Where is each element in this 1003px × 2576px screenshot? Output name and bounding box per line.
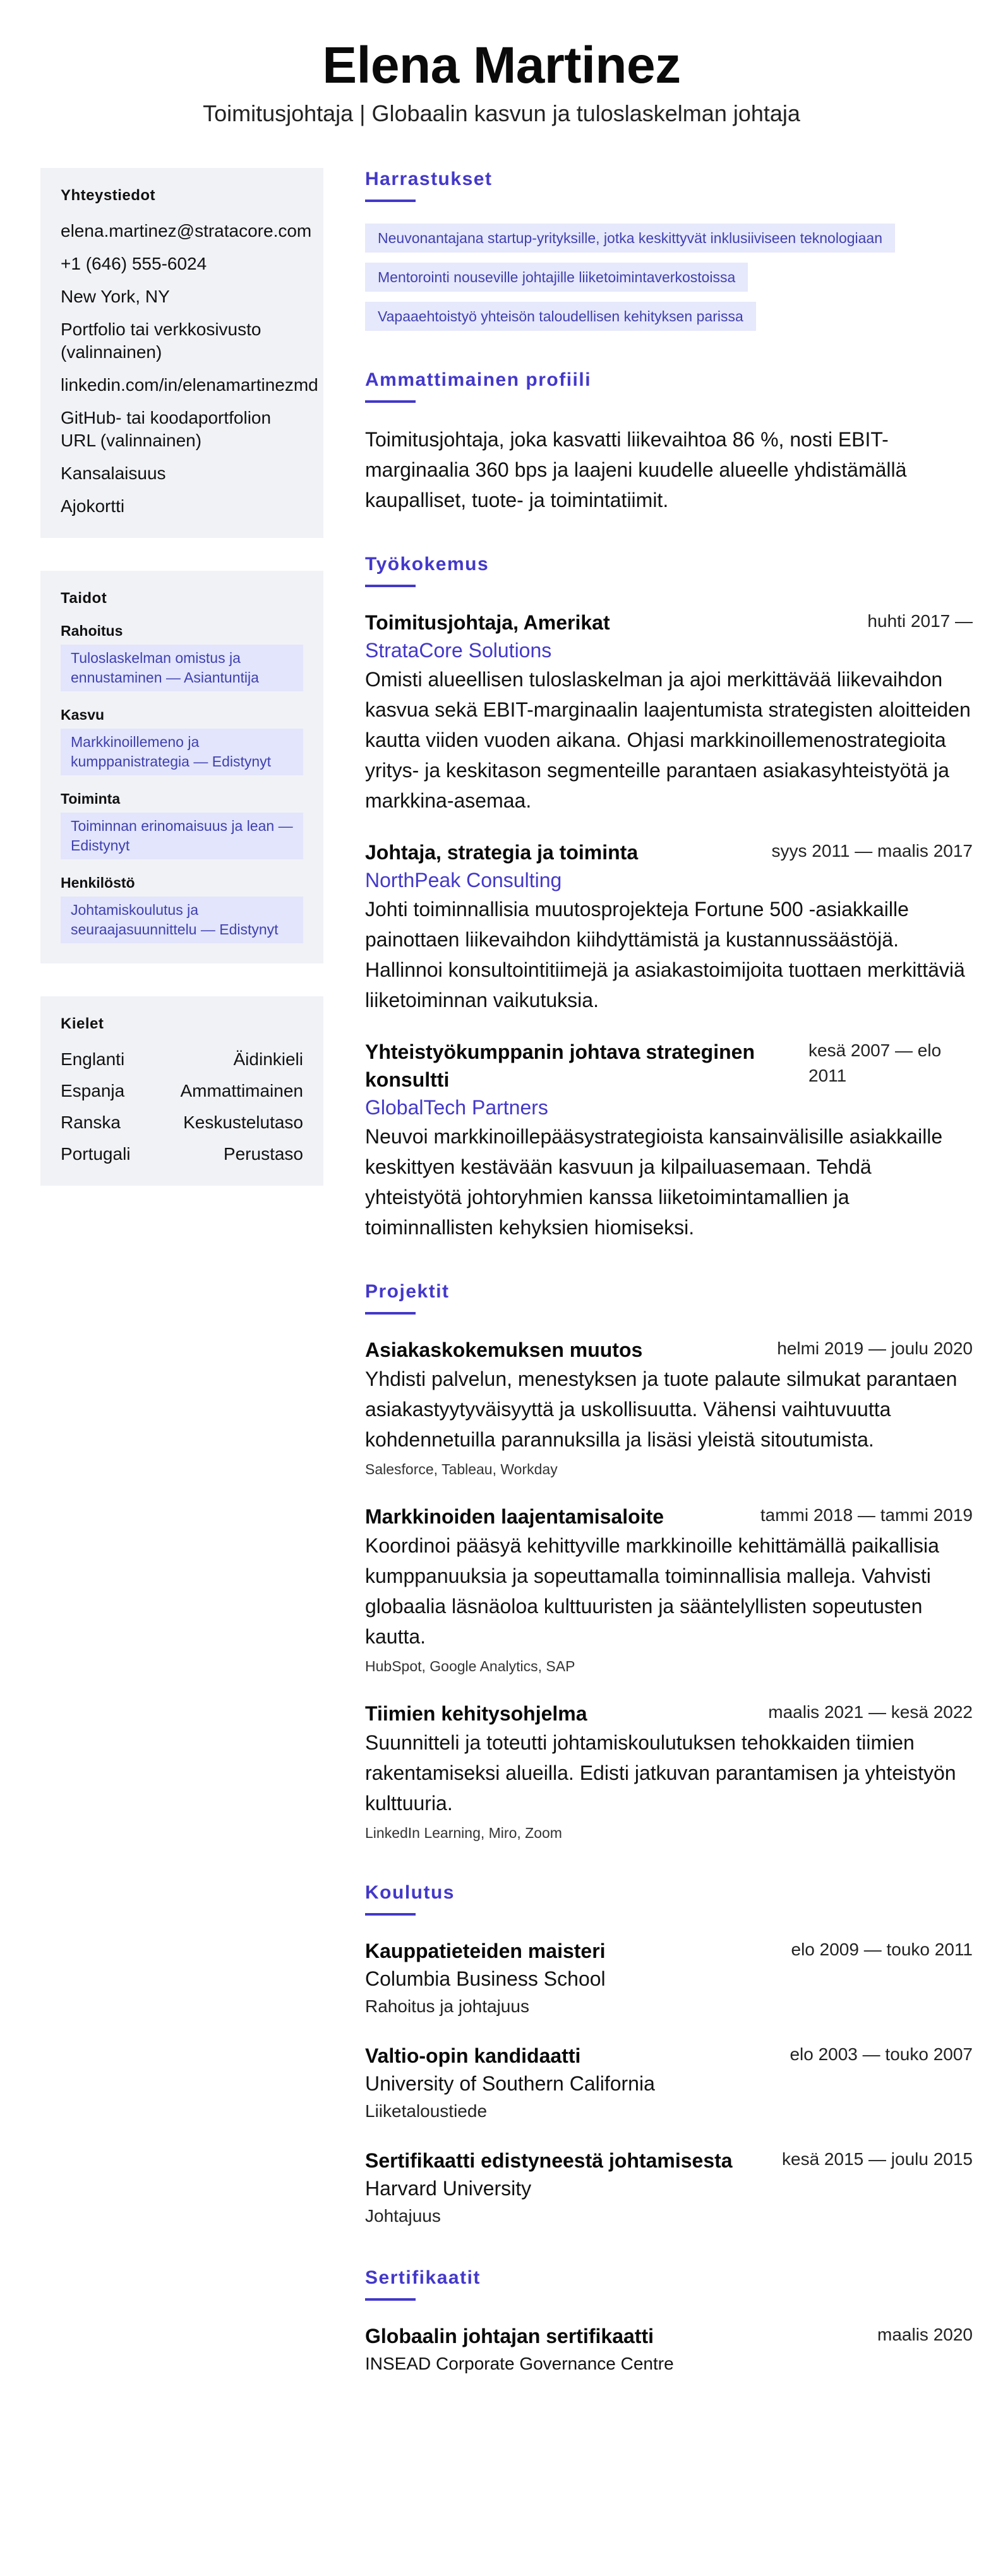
project-entry xyxy=(365,1503,973,1677)
contact-card xyxy=(40,168,323,538)
skill-group xyxy=(61,790,303,859)
skill-label: Kasvu xyxy=(61,707,105,723)
hobbies-section xyxy=(365,168,973,331)
section-divider xyxy=(365,1312,416,1315)
project-description: Koordinoi pääsyä kehittyville markkinoille kehittämällä paikallisia kumppanuuksia ja sopeuttamalla toiminnallisia malleja. Vahvisti globaalia läsnäoloa kulttuuristen ja sääntelyllisten sopeutusten kautta. xyxy=(365,1534,939,1648)
language-level: Äidinkieli xyxy=(233,1049,303,1069)
hobby-tag: Vapaaehtoistyö yhteisön taloudellisen kehityksen parissa xyxy=(365,302,756,331)
languages-heading: Kielet xyxy=(61,1015,104,1032)
section-divider xyxy=(365,200,416,202)
languages-card xyxy=(40,996,323,1186)
job-title: Yhteistyökumppanin johtava strateginen konsultti xyxy=(365,1041,755,1091)
language-name: Espanja xyxy=(61,1081,125,1100)
project-description: Yhdisti palvelun, menestyksen ja tuote palaute silmukat parantaen asiakastyytyväisyyttä ja uskollisuutta. Vähensi vaihtuvuutta kohdennetuilla parannuksilla ja lisäsi yleistä sitoutumista. xyxy=(365,1368,958,1451)
education-field: Rahoitus ja johtajuus xyxy=(365,1996,529,2016)
hobby-tag: Mentorointi nouseville johtajille liiketoimintaverkostoissa xyxy=(365,263,748,292)
project-title: Asiakaskokemuksen muutos xyxy=(365,1339,643,1361)
project-title: Markkinoiden laajentamisaloite xyxy=(365,1505,664,1528)
school-name: Harvard University xyxy=(365,2177,532,2200)
section-heading: Projektit xyxy=(365,1281,450,1302)
candidate-title: Toimitusjohtaja | Globaalin kasvun ja tuloslaskelman johtaja xyxy=(203,100,800,126)
certification-title: Globaalin johtajan sertifikaatti xyxy=(365,2325,654,2347)
experience-entry xyxy=(365,1038,973,1243)
skill-group xyxy=(61,707,303,775)
experience-entry xyxy=(365,609,973,816)
section-divider xyxy=(365,585,416,587)
contact-location: New York, NY xyxy=(61,287,170,306)
language-name: Ranska xyxy=(61,1112,121,1132)
skill-label: Rahoitus xyxy=(61,623,123,639)
school-name: Columbia Business School xyxy=(365,1967,606,1990)
project-description: Suunnitteli ja toteutti johtamiskoulutuksen tehokkaiden tiimien rakentamiseksi alueilla. Edisti jatkuvan parantamisen ja yhteistyön kulttuuria. xyxy=(365,1731,956,1815)
certification-entry xyxy=(365,2322,973,2376)
project-date: tammi 2018 — tammi 2019 xyxy=(760,1505,973,1525)
contact-portfolio: Portfolio tai verkkosivusto (valinnainen) xyxy=(61,319,261,362)
skill-tag: Tuloslaskelman omistus ja ennustaminen — Asiantuntija xyxy=(61,645,303,691)
section-heading: Työkokemus xyxy=(365,554,489,575)
education-field: Liiketaloustiede xyxy=(365,2101,488,2121)
experience-entry xyxy=(365,838,973,1015)
degree-title: Sertifikaatti edistyneestä johtamisesta xyxy=(365,2149,733,2172)
skill-group xyxy=(61,623,303,691)
resume-header xyxy=(0,35,1003,129)
language-level: Keskustelutaso xyxy=(183,1112,303,1132)
job-date: syys 2011 — maalis 2017 xyxy=(771,841,973,861)
project-tools: Salesforce, Tableau, Workday xyxy=(365,1461,558,1477)
contact-github: GitHub- tai koodaportfolion URL (valinnainen) xyxy=(61,408,272,450)
section-divider xyxy=(365,400,416,403)
project-tools: LinkedIn Learning, Miro, Zoom xyxy=(365,1825,562,1841)
education-entry xyxy=(365,1937,973,2019)
company-name: NorthPeak Consulting xyxy=(365,869,562,891)
language-row xyxy=(61,1111,303,1134)
skill-tag: Toiminnan erinomaisuus ja lean — Edistynyt xyxy=(61,813,303,859)
school-name: University of Southern California xyxy=(365,2072,655,2095)
skills-heading: Taidot xyxy=(61,590,107,607)
profile-section xyxy=(365,369,973,515)
section-divider xyxy=(365,2298,416,2301)
language-level: Ammattimainen xyxy=(180,1081,303,1100)
skills-card xyxy=(40,571,323,963)
sidebar xyxy=(40,168,323,1219)
contact-citizenship: Kansalaisuus xyxy=(61,463,166,483)
project-entry xyxy=(365,1336,973,1480)
project-tools: HubSpot, Google Analytics, SAP xyxy=(365,1658,575,1674)
language-row xyxy=(61,1048,303,1071)
section-divider xyxy=(365,1913,416,1916)
projects-section xyxy=(365,1280,973,1844)
education-entry xyxy=(365,2147,973,2229)
degree-title: Kauppatieteiden maisteri xyxy=(365,1940,606,1962)
language-row xyxy=(61,1080,303,1102)
experience-section xyxy=(365,553,973,1243)
skill-label: Henkilöstö xyxy=(61,874,135,891)
section-heading: Sertifikaatit xyxy=(365,2267,481,2288)
project-entry xyxy=(365,1700,973,1844)
contact-email[interactable]: elena.martinez@stratacore.com xyxy=(61,221,312,241)
profile-text: Toimitusjohtaja, joka kasvatti liikevaihtoa 86 %, nosti EBIT-marginaalia 360 bps ja laajeni kuudelle alueelle yhdistämällä kaupalliset, tuote- ja toimintatiimit. xyxy=(365,428,907,511)
company-name: GlobalTech Partners xyxy=(365,1096,548,1119)
education-date: elo 2009 — touko 2011 xyxy=(791,1940,973,1959)
job-title: Johtaja, strategia ja toiminta xyxy=(365,841,639,864)
certification-issuer: INSEAD Corporate Governance Centre xyxy=(365,2354,674,2373)
certification-date: maalis 2020 xyxy=(877,2325,973,2344)
job-description: Neuvoi markkinoillepääsystrategioista kansainvälisille asiakkaille keskittyen kestävään kasvuun ja kilpailuasemaan. Tehdä yhteistyötä johtoryhmien kanssa liiketoimintamallien ja toiminnallisten kehyksien hiomiseksi. xyxy=(365,1125,943,1239)
project-date: maalis 2021 — kesä 2022 xyxy=(768,1702,973,1722)
contact-heading: Yhteystiedot xyxy=(61,187,156,204)
education-date: elo 2003 — touko 2007 xyxy=(790,2044,973,2064)
skill-tag: Johtamiskoulutus ja seuraajasuunnittelu — Edistynyt xyxy=(61,897,303,943)
job-description: Omisti alueellisen tuloslaskelman ja ajoi merkittävää liikevaihdon kasvua sekä EBIT-marginaalin laajentumista strategisten aloitteiden kautta viiden vuoden aikana. Ohjasi markkinoillemenostrategioita yritys- ja keskitason segmenteille parantaen asiakasyhteistyötä ja markkina-asemaa. xyxy=(365,668,971,812)
section-heading: Ammattimainen profiili xyxy=(365,369,592,390)
job-description: Johti toiminnallisia muutosprojekteja Fortune 500 -asiakkaille painottaen liikevaihdon kiihdyttämistä ja kustannussäästöjä. Hallinnoi konsultointitiimejä ja asiakastoimijoita tuottaen merkittäviä liiketoiminnan vaikutuksia. xyxy=(365,898,965,1011)
education-date: kesä 2015 — joulu 2015 xyxy=(782,2149,973,2169)
project-date: helmi 2019 — joulu 2020 xyxy=(777,1339,973,1358)
job-date: huhti 2017 — xyxy=(867,611,973,631)
language-name: Portugali xyxy=(61,1144,131,1164)
job-title: Toimitusjohtaja, Amerikat xyxy=(365,611,610,634)
language-level: Perustaso xyxy=(223,1144,303,1164)
language-row xyxy=(61,1143,303,1166)
job-date: kesä 2007 — elo 2011 xyxy=(808,1041,942,1085)
certifications-section xyxy=(365,2267,973,2376)
education-entry xyxy=(365,2042,973,2124)
contact-license: Ajokortti xyxy=(61,496,125,516)
main-column xyxy=(365,168,973,2414)
skill-label: Toiminta xyxy=(61,790,121,807)
contact-phone[interactable]: +1 (646) 555-6024 xyxy=(61,254,207,273)
hobby-tag: Neuvonantajana startup-yrityksille, jotka keskittyvät inklusiiviseen teknologiaan xyxy=(365,224,895,253)
section-heading: Koulutus xyxy=(365,1882,455,1903)
candidate-name: Elena Martinez xyxy=(322,37,681,94)
project-title: Tiimien kehitysohjelma xyxy=(365,1702,587,1725)
contact-linkedin[interactable]: linkedin.com/in/elenamartinezmd xyxy=(61,375,318,395)
education-field: Johtajuus xyxy=(365,2206,441,2226)
education-section xyxy=(365,1881,973,2229)
degree-title: Valtio-opin kandidaatti xyxy=(365,2044,581,2067)
language-name: Englanti xyxy=(61,1049,125,1069)
skill-tag: Markkinoillemeno ja kumppanistrategia — Edistynyt xyxy=(61,729,303,775)
company-name: StrataCore Solutions xyxy=(365,639,552,662)
section-heading: Harrastukset xyxy=(365,169,493,189)
skill-group xyxy=(61,874,303,943)
